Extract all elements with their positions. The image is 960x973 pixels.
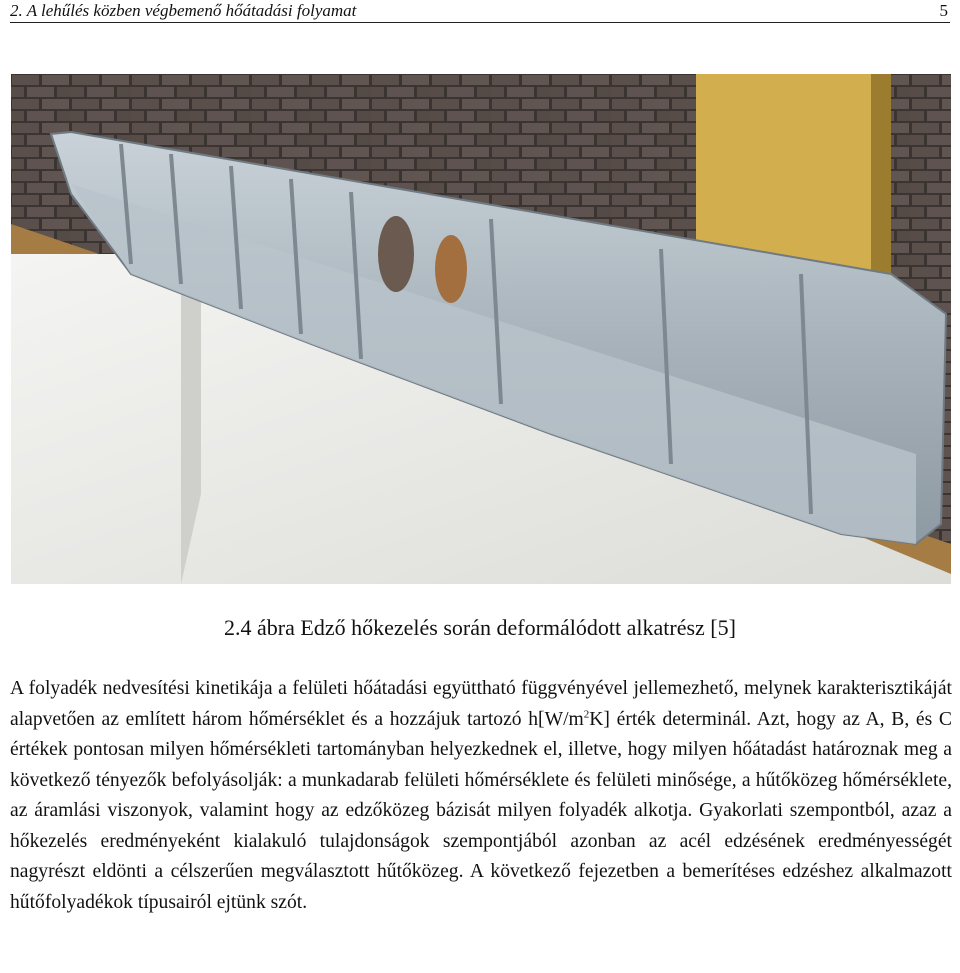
figure-photo xyxy=(11,74,951,584)
running-header xyxy=(10,0,950,23)
photo-illustration xyxy=(11,74,951,584)
paragraph-1 xyxy=(10,674,952,918)
superscript-2: 2 xyxy=(583,707,590,720)
paragraph-1-part-a: A folyadék nedvesítési kinetikája a felületi hőátadási együttható függvényével jellemezhető, melynek karakterisztikáját alapvetően az említett három hőmérséklet és a hozzájuk tartozó h[W/m xyxy=(10,678,952,730)
body-paragraph xyxy=(10,674,952,918)
section-title: 2. A lehűlés közben végbemenő hőátadási folyamat xyxy=(10,1,357,20)
page-number: 5 xyxy=(939,1,948,20)
paragraph-1-part-b: K] érték determinál. Azt, hogy az A, B, és C értékek pontosan milyen hőmérsékleti tartományban helyezkednek el, illetve, hogy milyen hőátadást határoznak meg a következő tényezők befolyásolják: a munkadarab felületi hőmérséklete és felületi minősége, a hűtőközeg hőmérséklete, az áramlási viszonyok, valamint hogy az edzőközeg bázisát milyen folyadék alkotja. Gyakorlati szempontból, azaz a hőkezelés eredményeként kialakuló tulajdonságok szempontjából azonban az acél edzésének eredményességét nagyrészt eldönti a célszerűen megválasztott hűtőközeg. A következő fejezetben a bemerítéses edzéshez alkalmazott hűtőfolyadékok típusairól ejtünk szót. xyxy=(10,708,952,913)
figure-caption: 2.4 ábra Edző hőkezelés során deformálódott alkatrész [5] xyxy=(224,615,736,640)
